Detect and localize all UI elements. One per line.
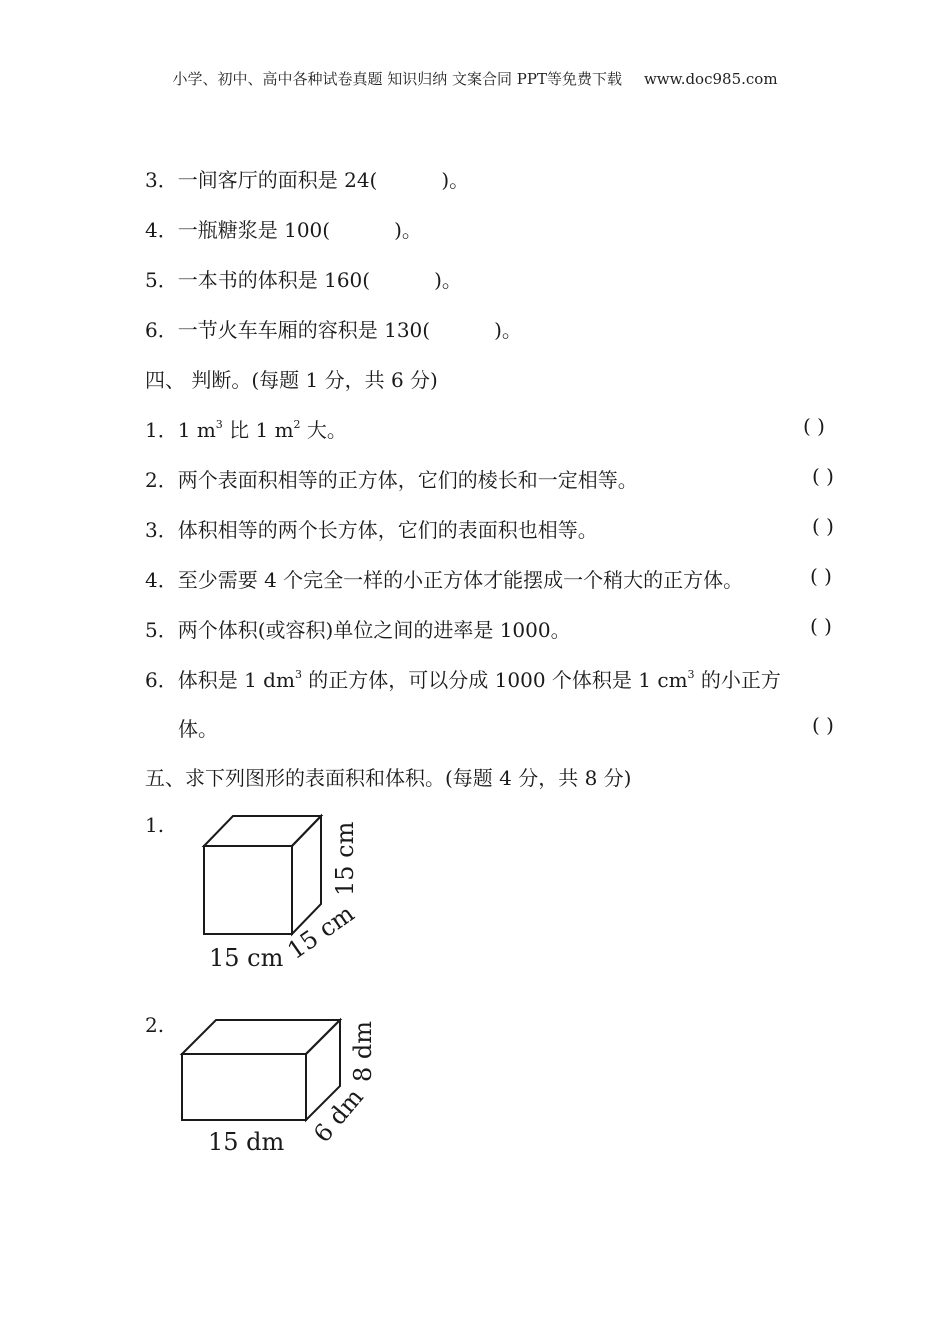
item-number: 4． bbox=[145, 568, 178, 592]
item-number: 6． bbox=[145, 668, 178, 692]
answer-paren-1[interactable]: ( ) bbox=[803, 414, 825, 438]
judge-item-6-continued: 体。 bbox=[178, 717, 218, 741]
item-number: 3． bbox=[145, 518, 178, 542]
item-number: 5． bbox=[145, 268, 178, 292]
answer-paren-4[interactable]: ( ) bbox=[810, 564, 832, 588]
item-number: 5． bbox=[145, 618, 178, 642]
answer-paren-3[interactable]: ( ) bbox=[812, 514, 834, 538]
item-text: 1 m bbox=[177, 418, 216, 442]
cube-front-face bbox=[204, 846, 292, 934]
item-text: 一间客厅的面积是 24( bbox=[177, 168, 378, 192]
judge-item-6 bbox=[145, 664, 781, 693]
item-text: 比 1 m bbox=[222, 418, 294, 442]
superscript: 2 bbox=[293, 418, 301, 431]
item-number: 2． bbox=[145, 468, 178, 492]
fill-item-6 bbox=[145, 314, 522, 343]
item-text: 两个体积(或容积)单位之间的进率是 1000。 bbox=[177, 618, 571, 642]
section-4-title: 四、 判断。(每题 1 分，共 6 分) bbox=[145, 368, 438, 392]
cuboid-width-label: 6 dm bbox=[308, 1083, 369, 1148]
judge-item-5 bbox=[145, 614, 571, 643]
item-number: 6． bbox=[145, 318, 178, 342]
item-text: 的小正方 bbox=[694, 668, 781, 692]
superscript: 3 bbox=[215, 418, 223, 431]
cuboid-figure bbox=[175, 1010, 395, 1160]
item-text-end: )。 bbox=[494, 318, 522, 342]
cuboid-height-label: 8 dm bbox=[349, 1020, 377, 1082]
judge-item-4 bbox=[145, 564, 743, 593]
figure-2-number: 2. bbox=[145, 1013, 165, 1037]
item-number: 3． bbox=[145, 168, 178, 192]
item-number: 4． bbox=[145, 218, 178, 242]
item-text: 一节火车车厢的容积是 130( bbox=[177, 318, 431, 342]
figure-1-number: 1. bbox=[145, 813, 165, 837]
cuboid-front-face bbox=[182, 1054, 306, 1120]
judge-item-1 bbox=[145, 414, 347, 443]
answer-paren-6[interactable]: ( ) bbox=[812, 713, 834, 737]
cuboid-top-face bbox=[182, 1020, 340, 1054]
item-text: 的正方体，可以分成 1000 个体积是 1 cm bbox=[301, 668, 688, 692]
cube-height-label: 15 cm bbox=[331, 821, 359, 896]
item-text-end: )。 bbox=[441, 168, 470, 192]
item-text: 至少需要 4 个完全一样的小正方体才能摆成一个稍大的正方体。 bbox=[177, 568, 744, 592]
item-text: 一本书的体积是 160( bbox=[177, 268, 371, 292]
item-text-end: )。 bbox=[434, 268, 462, 292]
header-text: 小学、初中、高中各种试卷真题 知识归纳 文案合同 PPT等免费下载 bbox=[172, 70, 622, 88]
item-text-end: )。 bbox=[394, 218, 422, 242]
answer-paren-5[interactable]: ( ) bbox=[810, 614, 832, 638]
fill-item-5 bbox=[145, 264, 462, 293]
item-text: 大。 bbox=[300, 418, 347, 442]
header-site: www.doc985.com bbox=[643, 70, 778, 88]
cube-top-face bbox=[204, 816, 321, 846]
cube-length-label: 15 cm bbox=[209, 944, 284, 972]
item-text: 体积相等的两个长方体，它们的表面积也相等。 bbox=[177, 518, 598, 542]
answer-paren-2[interactable]: ( ) bbox=[812, 464, 834, 488]
cube-width-label: 15 cm bbox=[282, 899, 360, 965]
judge-item-2 bbox=[145, 464, 638, 493]
cube-side-face bbox=[292, 816, 321, 934]
cube-figure bbox=[195, 808, 375, 978]
item-text: 一瓶糖浆是 100( bbox=[177, 218, 331, 242]
superscript: 3 bbox=[687, 668, 695, 681]
cuboid-length-label: 15 dm bbox=[208, 1128, 285, 1156]
judge-item-3 bbox=[145, 514, 598, 543]
item-text: 两个表面积相等的正方体，它们的棱长和一定相等。 bbox=[177, 468, 638, 492]
fill-item-3 bbox=[145, 164, 469, 193]
section-5-title: 五、求下列图形的表面积和体积。(每题 4 分，共 8 分) bbox=[145, 766, 632, 790]
item-number: 1． bbox=[145, 418, 178, 442]
page-header bbox=[0, 68, 950, 89]
fill-item-4 bbox=[145, 214, 422, 243]
superscript: 3 bbox=[294, 668, 302, 681]
item-text: 体积是 1 dm bbox=[177, 668, 295, 692]
